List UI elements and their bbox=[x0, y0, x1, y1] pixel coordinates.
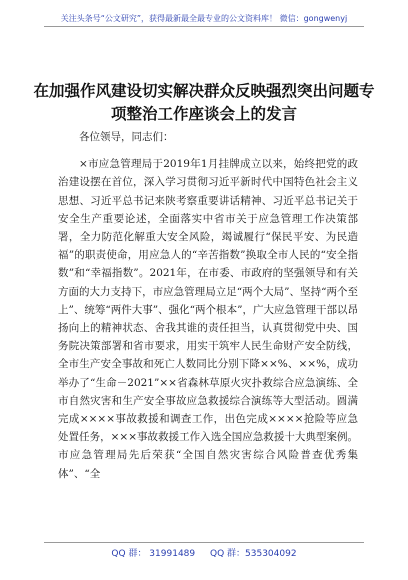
document-body bbox=[58, 128, 358, 483]
page-header bbox=[0, 0, 408, 28]
salutation: 各位领导，同志们： bbox=[79, 131, 174, 143]
body-paragraph: ×市应急管理局于2019年1月挂牌成立以来，始终把党的政治建设摆在首位，深入学习贯彻习近平新时代中国特色社会主义思想、习近平总书记来陕考察重要讲话精神、习近平总书记关于安全生产重要论述，全面落实中省市关于应急管理工作决策部署，全力防范化解重大安全风险，竭诚履行“保民平安、为民造福”的职责使命，用应急人的“辛苦指数”换取全市人民的“安全指数”和“幸福指数”。2021年，在市委、市政府的坚强领导和有关方面的大力支持下，市应急管理局立足“两个大局”、坚持“两个至上”、统筹“两件大事”、强化“两个根本”，广大应急管理干部以昂扬向上的精神状态、舍我其谁的责任担当，认真贯彻党中央、国务院决策部署和省市要求，用实干筑牢人民生命财产安全防线，全市生产安全事故和死亡人数同比分别下降××%、××%，成功举办了“生命－2021”××省森林草原火灾扑救综合应急演练、全市自然灾害和生产安全事故应急救援综合演练等大型活动。圆满完成××××事故救援和调查工作，出色完成××××抢险等应急处置任务，×××事故救援工作入选全国应急救援十大典型案例。市应急管理局先后荣获“全国自然灾害综合风险普查优秀集体”、“全 bbox=[58, 158, 358, 480]
header-promo-text: 关注头条号“公文研究”，获得最新最全最专业的公文资料库！ 微信：gongwenyj bbox=[60, 14, 348, 23]
footer-qq-group-1: QQ 群： 31991489 bbox=[111, 549, 196, 559]
document-title: 在加强作风建设切实解决群众反映强烈突出问题专项整治工作座谈会上的发言 bbox=[33, 82, 375, 123]
page-footer bbox=[0, 542, 408, 562]
footer-contact bbox=[0, 546, 408, 559]
footer-qq-group-2: QQ 群：535304092 bbox=[210, 549, 297, 559]
header-divider bbox=[44, 26, 364, 27]
footer-divider bbox=[44, 542, 364, 543]
